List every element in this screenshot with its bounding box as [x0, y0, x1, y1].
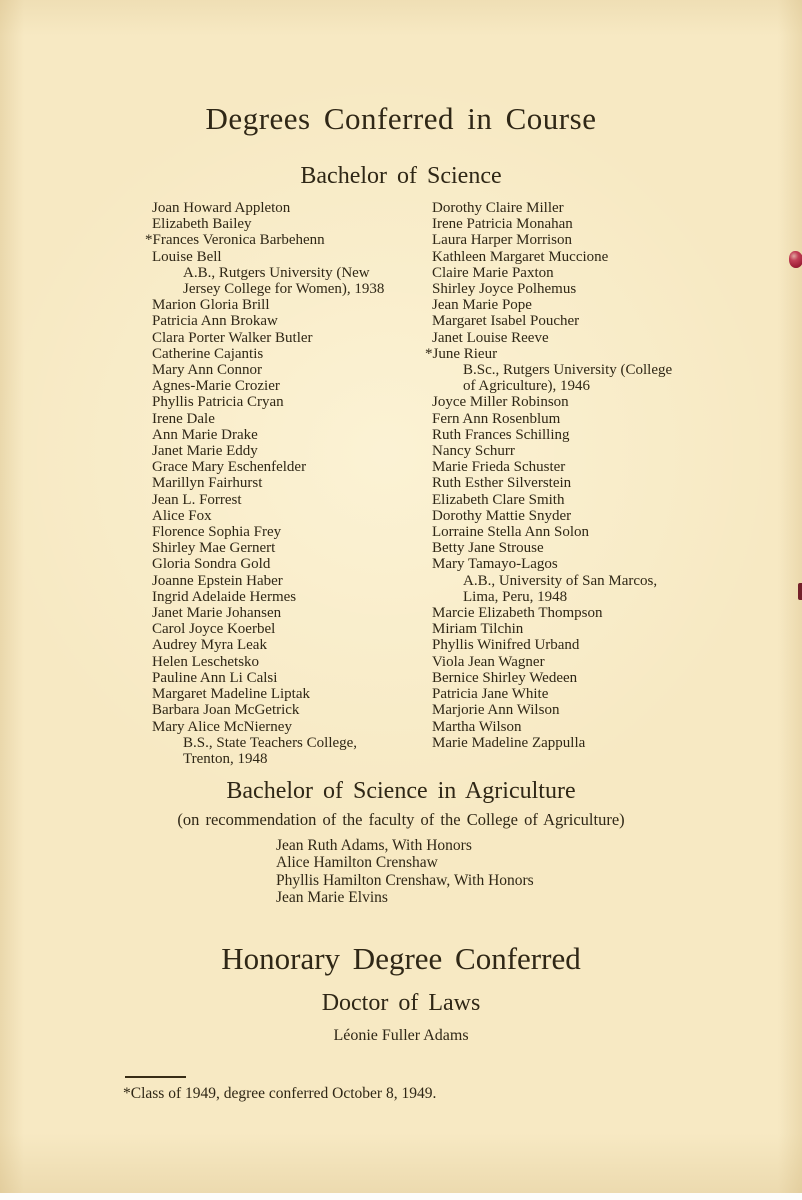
page-title: Degrees Conferred in Course	[205, 101, 597, 136]
red-ink-mark	[789, 251, 802, 268]
graduate-line: A.B., University of San Marcos,	[463, 572, 658, 589]
graduate-line: *June Rieur	[425, 345, 498, 362]
honorary-recipient-name: Léonie Fuller Adams	[333, 1027, 469, 1044]
graduate-line: Mary Tamayo-Lagos	[432, 556, 558, 573]
graduate-line: Marillyn Fairhurst	[152, 475, 263, 492]
graduate-line: Phyllis Patricia Cryan	[152, 394, 284, 411]
graduate-line: Claire Marie Paxton	[432, 264, 554, 281]
graduate-line: Jean Marie Pope	[432, 297, 532, 314]
graduate-line: Janet Marie Eddy	[152, 443, 258, 460]
graduate-line: Miriam Tilchin	[432, 621, 524, 638]
graduate-line: of Agriculture), 1946	[463, 378, 591, 395]
graduate-line: *Frances Veronica Barbehenn	[145, 232, 325, 249]
graduate-line: Irene Patricia Monahan	[432, 216, 573, 233]
red-edge-mark	[798, 583, 802, 600]
agriculture-graduate-list	[276, 837, 534, 907]
graduate-line: Jean L. Forrest	[152, 491, 242, 508]
graduate-line: Joanne Epstein Haber	[152, 572, 283, 589]
graduate-line: Patricia Ann Brokaw	[152, 313, 278, 330]
graduate-line: Audrey Myra Leak	[152, 637, 267, 654]
graduate-line: Fern Ann Rosenblum	[432, 410, 561, 427]
graduate-line: Nancy Schurr	[432, 443, 515, 460]
graduate-line: Gloria Sondra Gold	[152, 556, 271, 573]
graduate-line: Grace Mary Eschenfelder	[152, 459, 307, 476]
graduate-line: Irene Dale	[152, 410, 215, 427]
graduate-list-left-column	[145, 200, 430, 767]
graduate-line: A.B., Rutgers University (New	[183, 264, 370, 281]
graduate-line: Betty Jane Strouse	[432, 540, 544, 557]
graduate-line: Marion Gloria Brill	[152, 297, 270, 314]
graduate-line: Catherine Cajantis	[152, 345, 264, 362]
graduate-line: B.Sc., Rutgers University (College	[463, 362, 673, 379]
graduate-line: Margaret Madeline Liptak	[152, 686, 310, 703]
graduate-line: Joan Howard Appleton	[152, 200, 291, 216]
graduate-line: Joyce Miller Robinson	[432, 394, 569, 411]
graduate-line: Barbara Joan McGetrick	[152, 702, 300, 719]
graduate-line: Ingrid Adelaide Hermes	[152, 588, 297, 605]
graduate-line: Jean Marie Elvins	[276, 889, 388, 907]
graduate-line: Janet Louise Reeve	[432, 329, 549, 346]
graduate-line: Marcie Elizabeth Thompson	[432, 605, 603, 622]
doctor-of-laws-heading: Doctor of Laws	[321, 990, 481, 1016]
honorary-degree-heading: Honorary Degree Conferred	[221, 941, 581, 976]
graduate-line: Mary Ann Connor	[152, 362, 262, 379]
graduate-line: Ruth Frances Schilling	[432, 426, 570, 443]
graduate-line: Ruth Esther Silverstein	[432, 475, 572, 492]
graduate-line: Dorothy Claire Miller	[432, 200, 564, 216]
graduate-line: Dorothy Mattie Snyder	[432, 507, 572, 524]
graduate-line: Viola Jean Wagner	[432, 653, 545, 670]
graduate-line: Lima, Peru, 1948	[463, 588, 568, 605]
footnote-divider-rule	[125, 1076, 186, 1078]
graduate-line: B.S., State Teachers College,	[183, 734, 358, 751]
scan-bottom-edge	[0, 1193, 802, 1200]
graduate-line: Helen Leschetsko	[152, 653, 260, 670]
bachelor-of-science-heading: Bachelor of Science	[300, 163, 502, 189]
graduate-line: Shirley Joyce Polhemus	[432, 281, 577, 298]
graduate-line: Phyllis Hamilton Crenshaw, With Honors	[276, 871, 534, 889]
graduate-line: Pauline Ann Li Calsi	[152, 669, 278, 686]
graduate-line: Jean Ruth Adams, With Honors	[276, 837, 472, 854]
graduate-line: Marie Madeline Zappulla	[432, 734, 586, 751]
graduate-line: Louise Bell	[152, 248, 222, 265]
graduate-line: Laura Harper Morrison	[432, 232, 572, 249]
graduate-line: Trenton, 1948	[183, 750, 268, 767]
graduate-line: Clara Porter Walker Butler	[152, 329, 313, 346]
graduate-line: Phyllis Winifred Urband	[432, 637, 580, 654]
graduate-line: Patricia Jane White	[432, 686, 549, 703]
graduate-line: Shirley Mae Gernert	[152, 540, 276, 557]
graduate-list-right-column	[425, 200, 735, 751]
graduate-line: Alice Fox	[152, 507, 212, 524]
graduate-line: Agnes-Marie Crozier	[152, 378, 280, 395]
graduate-line: Elizabeth Clare Smith	[432, 491, 565, 508]
graduate-line: Margaret Isabel Poucher	[432, 313, 580, 330]
graduate-line: Florence Sophia Frey	[152, 524, 282, 541]
graduate-line: Ann Marie Drake	[152, 426, 258, 443]
graduate-line: Alice Hamilton Crenshaw	[276, 854, 438, 872]
graduate-line: Martha Wilson	[432, 718, 522, 735]
graduate-line: Marjorie Ann Wilson	[432, 702, 560, 719]
graduate-line: Carol Joyce Koerbel	[152, 621, 276, 638]
agriculture-recommendation-note: (on recommendation of the faculty of the College of Agriculture)	[177, 810, 625, 829]
graduate-line: Lorraine Stella Ann Solon	[432, 524, 590, 541]
graduate-line: Marie Frieda Schuster	[432, 459, 566, 476]
footnote-text: *Class of 1949, degree conferred October 8, 1949.	[123, 1085, 437, 1102]
bachelor-of-science-agriculture-heading: Bachelor of Science in Agriculture	[226, 778, 576, 804]
graduate-line: Mary Alice McNierney	[152, 718, 292, 735]
graduate-line: Janet Marie Johansen	[152, 605, 282, 622]
graduate-line: Jersey College for Women), 1938	[183, 281, 385, 298]
graduate-line: Bernice Shirley Wedeen	[432, 669, 578, 686]
graduate-line: Elizabeth Bailey	[152, 216, 252, 233]
graduate-line: Kathleen Margaret Muccione	[432, 248, 609, 265]
